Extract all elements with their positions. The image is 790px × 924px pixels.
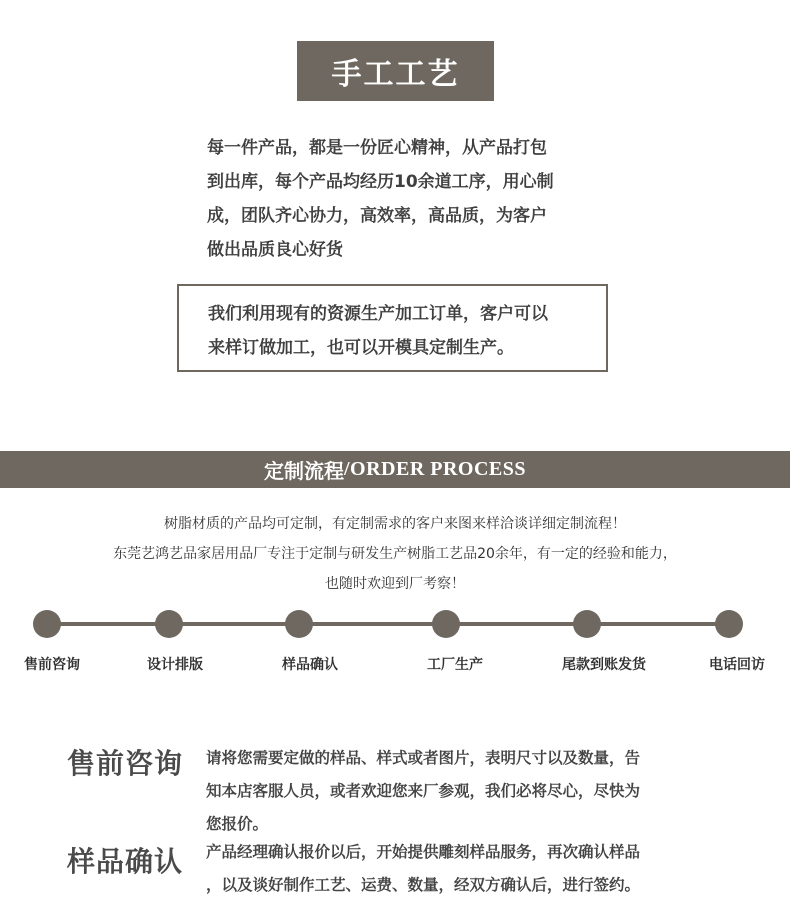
section-line: 请将您需要定做的样品、样式或者图片，表明尺寸以及数量，告: [206, 749, 641, 767]
step-label-production: 工厂生产: [427, 657, 483, 673]
step-dot: [33, 610, 61, 638]
desc-line: 东莞艺鸿艺品家居用品厂专注于定制与研发生产树脂工艺品20余年，有一定的经验和能力，: [113, 546, 677, 562]
intro-line: 成，团队齐心协力，高效率，高品质，为客户: [207, 206, 547, 226]
intro-line: 做出品质良心好货: [207, 240, 343, 260]
step-dot: [285, 610, 313, 638]
desc-line: 树脂材质的产品均可定制，有定制需求的客户来图来样洽谈详细定制流程！: [164, 516, 626, 532]
step-label-shipping: 尾款到账发货: [562, 657, 646, 673]
process-description: [0, 509, 790, 599]
section-line: 知本店客服人员，或者欢迎您来厂参观，我们必将尽心，尽快为: [206, 782, 641, 800]
notice-line: 来样订做加工，也可以开模具定制生产。: [208, 338, 514, 358]
section-line: 产品经理确认报价以后，开始提供雕刻样品服务，再次确认样品: [206, 843, 641, 861]
process-timeline: [0, 605, 790, 685]
step-dot: [432, 610, 460, 638]
notice-box: [177, 284, 608, 372]
intro-line: 每一件产品，都是一份匠心精神，从产品打包: [207, 138, 547, 158]
section-heading-sample: 样品确认: [67, 845, 184, 878]
notice-line: 我们利用现有的资源生产加工订单，客户可以: [208, 304, 548, 324]
section-body-consult: [206, 742, 726, 841]
step-label-consult: 售前咨询: [24, 657, 80, 673]
process-banner: [0, 451, 790, 488]
step-dot: [715, 610, 743, 638]
section-line: ，以及谈好制作工艺、运费、数量，经双方确认后，进行签约。: [206, 876, 641, 894]
intro-line: 到出库，每个产品均经历10余道工序，用心制: [207, 172, 554, 192]
section-heading-consult: 售前咨询: [67, 747, 184, 780]
step-dot: [573, 610, 601, 638]
step-label-design: 设计排版: [147, 657, 203, 673]
section-body-sample: [206, 836, 726, 902]
process-title-en: /ORDER PROCESS: [343, 458, 527, 480]
page-title: 手工工艺: [297, 41, 494, 101]
intro-paragraph: [207, 131, 597, 267]
section-line: 您报价。: [206, 815, 269, 833]
step-dot: [155, 610, 183, 638]
timeline-connector: [46, 622, 729, 626]
process-title-cn: 定制流程: [263, 459, 344, 483]
step-label-followup: 电话回访: [709, 657, 765, 673]
desc-line: 也随时欢迎到厂考察！: [325, 576, 465, 592]
step-label-sample: 样品确认: [282, 657, 338, 673]
